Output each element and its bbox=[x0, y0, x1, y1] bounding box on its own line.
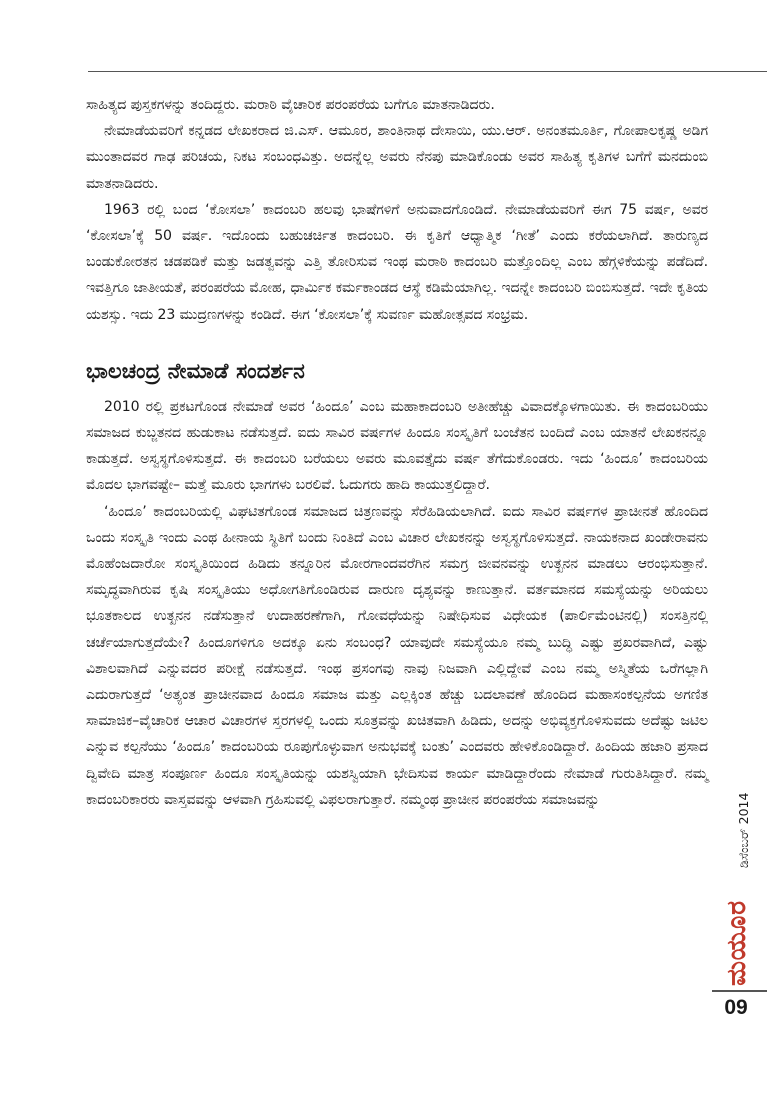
footer-rule bbox=[712, 990, 767, 992]
page-number: 09 bbox=[724, 996, 748, 1019]
paragraph: ಸಾಹಿತ್ಯದ ಪುಸ್ತಕಗಳನ್ನು ತಂದಿದ್ದರು. ಮರಾಠಿ ವೈಚಾರಿಕ ಪರಂಪರೆಯ ಬಗೆಗೂ ಮಾತನಾಡಿದರು. bbox=[86, 97, 495, 113]
issue-date: ಡಿಸೆಂಬರ್ 2014 bbox=[736, 792, 751, 868]
magazine-name: ಮಯೂರ bbox=[722, 900, 752, 986]
paragraph: 1963 ರಲ್ಲಿ ಬಂದ ‘ಕೋಸಲಾ’ ಕಾದಂಬರಿ ಹಲವು ಭಾಷೆಗಳಿಗೆ ಅನುವಾದಗೊಂಡಿದೆ. ನೇಮಾಡೆಯವರಿಗೆ ಈಗ 75 ವರ್ಷ, ಅವರ ‘ಕೋಸಲಾ’ಕ್ಕೆ 50 ವರ್ಷ. ಇದೊಂದು ಬಹುಚರ್ಚಿತ ಕಾದಂಬರಿ. ಈ ಕೃತಿಗೆ ಆಧ್ಯಾತ್ಮಿಕ ‘ಗೀತೆ’ ಎಂದು ಕರೆಯಲಾಗಿದೆ. ತಾರುಣ್ಯದ ಬಂಡುಕೋರತನ ಚಡಪಡಿಕೆ ಮತ್ತು ಜಡತ್ವವನ್ನು ಎತ್ತಿ ತೋರಿಸುವ ಇಂಥ ಮರಾಠಿ ಕಾದಂಬರಿ ಮತ್ತೊಂದಿಲ್ಲ ಎಂಬ ಹೆಗ್ಗಳಿಕೆಯನ್ನು ಪಡೆದಿದೆ. ಇವತ್ತಿಗೂ ಜಾತೀಯತೆ, ಪರಂಪರೆಯ ಮೋಹ, ಧಾರ್ಮಿಕ ಕರ್ಮಕಾಂಡದ ಆಸ್ಥೆ ಕಡಿಮೆಯಾಗಿಲ್ಲ. ಇದನ್ನೇ ಕಾದಂಬರಿ ಬಿಂಬಿಸುತ್ತದೆ. ಇದೇ ಕೃತಿಯ ಯಶಸ್ಸು. ಇದು 23 ಮುದ್ರಣಗಳನ್ನು ಕಂಡಿದೆ. ಈಗ ‘ಕೋಸಲಾ’ಕ್ಕೆ ಸುವರ್ಣ ಮಹೋತ್ಸವದ ಸಂಭ್ರಮ. bbox=[86, 201, 708, 323]
magazine-logo bbox=[719, 900, 755, 1050]
section-heading: ಭಾಲಚಂದ್ರ ನೇಮಾಡೆ ಸಂದರ್ಶನ bbox=[86, 358, 305, 383]
paragraph: ನೇಮಾಡೆಯವರಿಗೆ ಕನ್ನಡದ ಲೇಖಕರಾದ ಜಿ.ಎಸ್. ಆಮೂರ, ಶಾಂತಿನಾಥ ದೇಸಾಯಿ, ಯು.ಆರ್. ಅನಂತಮೂರ್ತಿ, ಗೋಪಾಲಕೃಷ್ಣ ಅಡಿಗ ಮುಂತಾದವರ ಗಾಢ ಪರಿಚಯ, ನಿಕಟ ಸಂಬಂಧವಿತ್ತು. ಅದನ್ನೆಲ್ಲ ಅವರು ನೆನಪು ಮಾಡಿಕೊಂಡು ಅವರ ಸಾಹಿತ್ಯ ಕೃತಿಗಳ ಬಗೆಗೆ ಮನದುಂಬಿ ಮಾತನಾಡಿದರು. bbox=[86, 123, 708, 192]
paragraph: 2010 ರಲ್ಲಿ ಪ್ರಕಟಗೊಂಡ ನೇಮಾಡೆ ಅವರ ‘ಹಿಂದೂ’ ಎಂಬ ಮಹಾಕಾದಂಬರಿ ಅತೀಹೆಚ್ಚು ವಿವಾದಕ್ಕೊಳಗಾಯಿತು. ಈ ಕಾದಂಬರಿಯು ಸಮಾಜದ ಕುಬ್ಜತನದ ಹುಡುಕಾಟ ನಡೆಸುತ್ತದೆ. ಐದು ಸಾವಿರ ವರ್ಷಗಳ ಹಿಂದೂ ಸಂಸ್ಕೃತಿಗೆ ಬಂಜೆತನ ಬಂದಿದೆ ಎಂಬ ಯಾತನೆ ಲೇಖಕನನ್ನೂ ಕಾಡುತ್ತದೆ. ಅಸ್ವಸ್ಥಗೊಳಿಸುತ್ತದೆ. ಈ ಕಾದಂಬರಿ ಬರೆಯಲು ಅವರು ಮೂವತ್ತೈದು ವರ್ಷ ತೆಗೆದುಕೊಂಡರು. ಇದು ‘ಹಿಂದೂ’ ಕಾದಂಬರಿಯ ಮೊದಲ ಭಾಗವಷ್ಟೇ– ಮತ್ತೆ ಮೂರು ಭಾಗಗಳು ಬರಲಿವೆ. ಓದುಗರು ಹಾದಿ ಕಾಯುತ್ತಲಿದ್ದಾರೆ. bbox=[86, 398, 708, 494]
top-rule bbox=[88, 71, 767, 72]
paragraph: ‘ಹಿಂದೂ’ ಕಾದಂಬರಿಯಲ್ಲಿ ವಿಘಟಿತಗೊಂಡ ಸಮಾಜದ ಚಿತ್ರಣವನ್ನು ಸೆರೆಹಿಡಿಯಲಾಗಿದೆ. ಐದು ಸಾವಿರ ವರ್ಷಗಳ ಪ್ರಾಚೀನತೆ ಹೊಂದಿದ ಒಂದು ಸಂಸ್ಕೃತಿ ಇಂದು ಎಂಥ ಹೀನಾಯ ಸ್ಥಿತಿಗೆ ಬಂದು ನಿಂತಿದೆ ಎಂಬ ವಿಚಾರ ಲೇಖಕನನ್ನು ಅಸ್ವಸ್ಥಗೊಳಿಸುತ್ತದೆ. ನಾಯಕನಾದ ಖಂಡೇರಾವನು ಮೊಹೆಂಜದಾರೋ ಸಂಸ್ಕೃತಿಯಿಂದ ಹಿಡಿದು ತನ್ನೂರಿನ ಮೋರಗಾಂದವರೆಗಿನ ಸಮಗ್ರ ಜೀವನವನ್ನು ಉತ್ಖನನ ಮಾಡಲು ಆರಂಭಿಸುತ್ತಾನೆ. ಸಮೃದ್ಧವಾಗಿರುವ ಕೃಷಿ ಸಂಸ್ಕೃತಿಯು ಅಧೋಗತಿಗೊಂಡಿರುವ ದಾರುಣ ದೃಶ್ಯವನ್ನು ಕಾಣುತ್ತಾನೆ. ವರ್ತಮಾನದ ಸಮಸ್ಯೆಯನ್ನು ಅರಿಯಲು ಭೂತಕಾಲದ ಉತ್ಖನನ ನಡೆಸುತ್ತಾನೆ ಉದಾಹರಣೆಗಾಗಿ, ಗೋವಧೆಯನ್ನು ನಿಷೇಧಿಸುವ ವಿಧೇಯಕ (ಪಾರ್ಲಿಮೆಂಟಿನಲ್ಲಿ) ಸಂಸತ್ತಿನಲ್ಲಿ ಚರ್ಚೆಯಾಗುತ್ತದೆಯೇ? ಹಿಂದೂಗಳಿಗೂ ಅದಕ್ಕೂ ಏನು ಸಂಬಂಧ? ಯಾವುದೇ ಸಮಸ್ಯೆಯೂ ನಮ್ಮ ಬುದ್ಧಿ ಎಷ್ಟು ಪ್ರಖರವಾಗಿದೆ, ಎಷ್ಟು ವಿಶಾಲವಾಗಿದೆ ಎನ್ನುವದರ ಪರೀಕ್ಷೆ ನಡೆಸುತ್ತದೆ. ಇಂಥ ಪ್ರಸಂಗವು ನಾವು ನಿಜವಾಗಿ ಎಲ್ಲಿದ್ದೇವೆ ಎಂಬ ನಮ್ಮ ಅಸ್ಮಿತೆಯ ಒರೆಗಲ್ಲಾಗಿ ಎದುರಾಗುತ್ತದೆ ‘ಅತ್ಯಂತ ಪ್ರಾಚೀನವಾದ ಹಿಂದೂ ಸಮಾಜ ಮತ್ತು ಎಲ್ಲಕ್ಕಿಂತ ಹೆಚ್ಚು ಬದಲಾವಣೆ ಹೊಂದಿದ ಮಹಾಸಂಕಲ್ಪನೆಯ ಅಗಣಿತ ಸಾಮಾಜಿಕ–ವೈಚಾರಿಕ ಆಚಾರ ವಿಚಾರಗಳ ಸ್ತರಗಳಲ್ಲಿ ಒಂದು ಸೂತ್ರವನ್ನು ಖಚಿತವಾಗಿ ಹಿಡಿದು, ಅದನ್ನು ಅಭಿವ್ಯಕ್ತಗೊಳಿಸುವದು ಅದೆಷ್ಟು ಜಟಿಲ ಎನ್ನುವ ಕಲ್ಪನೆಯು ‘ಹಿಂದೂ’ ಕಾದಂಬರಿಯ ರೂಪುಗೊಳ್ಳುವಾಗ ಅನುಭವಕ್ಕೆ ಬಂತು’ ಎಂದವರು ಹೇಳಿಕೊಂಡಿದ್ದಾರೆ. ಹಿಂದಿಯ ಹಜಾರಿ ಪ್ರಸಾದ ದ್ವಿವೇದಿ ಮಾತ್ರ ಸಂಪೂರ್ಣ ಹಿಂದೂ ಸಂಸ್ಕೃತಿಯನ್ನು ಯಶಸ್ವಿಯಾಗಿ ಭೇದಿಸುವ ಕಾರ್ಯ ಮಾಡಿದ್ದಾರೆಂದು ನೇಮಾಡೆ ಗುರುತಿಸಿದ್ದಾರೆ. ನಮ್ಮ ಕಾದಂಬರಿಕಾರರು ವಾಸ್ತವವನ್ನು ಆಳವಾಗಿ ಗ್ರಹಿಸುವಲ್ಲಿ ವಿಫಲರಾಗುತ್ತಾರೆ. ನಮ್ಮಂಥ ಪ್ರಾಚೀನ ಪರಂಪರೆಯ ಸಮಾಜವನ್ನು bbox=[86, 503, 708, 808]
article-body bbox=[86, 92, 708, 813]
